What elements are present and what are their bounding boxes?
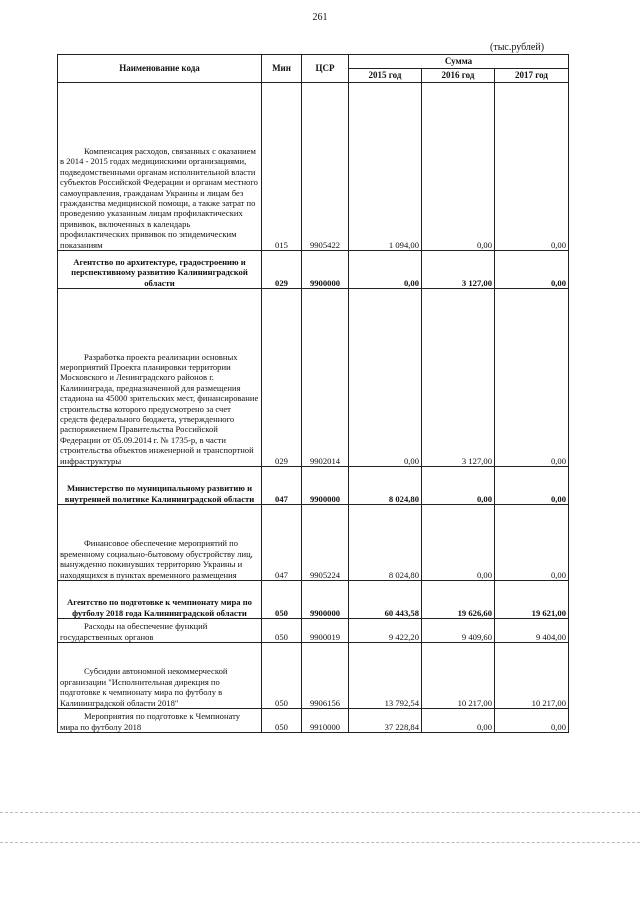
row-2017: 10 217,00 — [495, 643, 569, 709]
scan-artifact-line — [0, 842, 640, 843]
row-csr: 9900019 — [302, 619, 349, 643]
row-csr: 9900000 — [302, 251, 349, 289]
row-2017: 0,00 — [495, 467, 569, 505]
row-2015: 9 422,20 — [349, 619, 422, 643]
row-2015: 60 443,58 — [349, 581, 422, 619]
row-2016: 3 127,00 — [422, 251, 495, 289]
row-min: 050 — [262, 619, 302, 643]
row-min: 047 — [262, 467, 302, 505]
row-min: 029 — [262, 251, 302, 289]
row-name: Агентство по подготовке к чемпионату мира по футболу 2018 года Калининградской области — [58, 581, 262, 619]
row-name: Компенсация расходов, связанных с оказанием в 2014 - 2015 годах медицинскими организациями, подведомственными органам исполнительной власти субъектов Российской Федерации и органам местного самоуправления, гражданам Украины и лицам без гражданства медицинской помощи, а также затрат по проведению указанным лицам профилактических прививок, включенных в календарь профилактических прививок по эпидемическим показаниям — [58, 83, 262, 251]
row-2016: 9 409,60 — [422, 619, 495, 643]
row-2015: 0,00 — [349, 289, 422, 467]
table-row — [58, 467, 569, 505]
row-2017: 0,00 — [495, 505, 569, 581]
row-name: Финансовое обеспечение мероприятий по временному социально-бытовому обустройству лиц, вынужденно покинувших территорию Украины и находящихся в пунктах временного размещения — [58, 505, 262, 581]
row-2017: 0,00 — [495, 251, 569, 289]
header-csr: ЦСР — [302, 55, 349, 83]
row-csr: 9910000 — [302, 709, 349, 733]
header-year-2016: 2016 год — [422, 69, 495, 83]
row-2016: 19 626,60 — [422, 581, 495, 619]
row-2017: 0,00 — [495, 289, 569, 467]
budget-table — [57, 54, 569, 733]
row-2016: 3 127,00 — [422, 289, 495, 467]
table-row — [58, 709, 569, 733]
header-min: Мин — [262, 55, 302, 83]
table-row — [58, 643, 569, 709]
row-min: 047 — [262, 505, 302, 581]
row-2016: 0,00 — [422, 505, 495, 581]
row-name: Разработка проекта реализации основных мероприятий Проекта планировки территории Московского и Ленинградского районов г. Калининграда, предназначенной для размещения стадиона на 45000 зрительских мест, финансирование строительства которого предусмотрено за счет средств федерального бюджета, утвержденного распоряжением Правительства Российской Федерации от 05.09.2014 г. № 1735-р, в части строительства объектов инженерной и транспортной инфраструктуры — [58, 289, 262, 467]
row-2016: 0,00 — [422, 83, 495, 251]
table-row — [58, 619, 569, 643]
row-csr: 9905422 — [302, 83, 349, 251]
row-csr: 9902014 — [302, 289, 349, 467]
row-min: 029 — [262, 289, 302, 467]
row-2016: 0,00 — [422, 467, 495, 505]
row-name: Мероприятия по подготовке к Чемпионату мира по футболу 2018 — [58, 709, 262, 733]
row-2017: 0,00 — [495, 83, 569, 251]
row-2017: 9 404,00 — [495, 619, 569, 643]
scan-artifact-line — [0, 812, 640, 813]
row-2017: 0,00 — [495, 709, 569, 733]
header-name: Наименование кода — [58, 55, 262, 83]
row-csr: 9906156 — [302, 643, 349, 709]
table-row — [58, 581, 569, 619]
row-2015: 0,00 — [349, 251, 422, 289]
row-2016: 0,00 — [422, 709, 495, 733]
table-row — [58, 83, 569, 251]
header-sum: Сумма — [349, 55, 569, 69]
row-min: 050 — [262, 643, 302, 709]
row-2015: 8 024,80 — [349, 467, 422, 505]
table-row — [58, 505, 569, 581]
header-year-2017: 2017 год — [495, 69, 569, 83]
units-label: (тыс.рублей) — [490, 42, 545, 53]
row-2015: 13 792,54 — [349, 643, 422, 709]
row-name: Агентство по архитектуре, градостроению и перспективному развитию Калининградской области — [58, 251, 262, 289]
page-number: 261 — [312, 12, 328, 23]
row-min: 015 — [262, 83, 302, 251]
row-min: 050 — [262, 709, 302, 733]
row-2015: 1 094,00 — [349, 83, 422, 251]
row-2016: 10 217,00 — [422, 643, 495, 709]
row-2015: 37 228,84 — [349, 709, 422, 733]
table-row — [58, 251, 569, 289]
row-csr: 9900000 — [302, 467, 349, 505]
row-csr: 9905224 — [302, 505, 349, 581]
row-2017: 19 621,00 — [495, 581, 569, 619]
row-name: Расходы на обеспечение функций государственных органов — [58, 619, 262, 643]
row-name: Министерство по муниципальному развитию и внутренней политике Калининградской области — [58, 467, 262, 505]
row-2015: 8 024,80 — [349, 505, 422, 581]
table-row — [58, 289, 569, 467]
header-year-2015: 2015 год — [349, 69, 422, 83]
row-csr: 9900000 — [302, 581, 349, 619]
row-min: 050 — [262, 581, 302, 619]
row-name: Субсидии автономной некоммерческой организации "Исполнительная дирекция по подготовке к чемпионату мира по футболу в Калининградской области 2018" — [58, 643, 262, 709]
